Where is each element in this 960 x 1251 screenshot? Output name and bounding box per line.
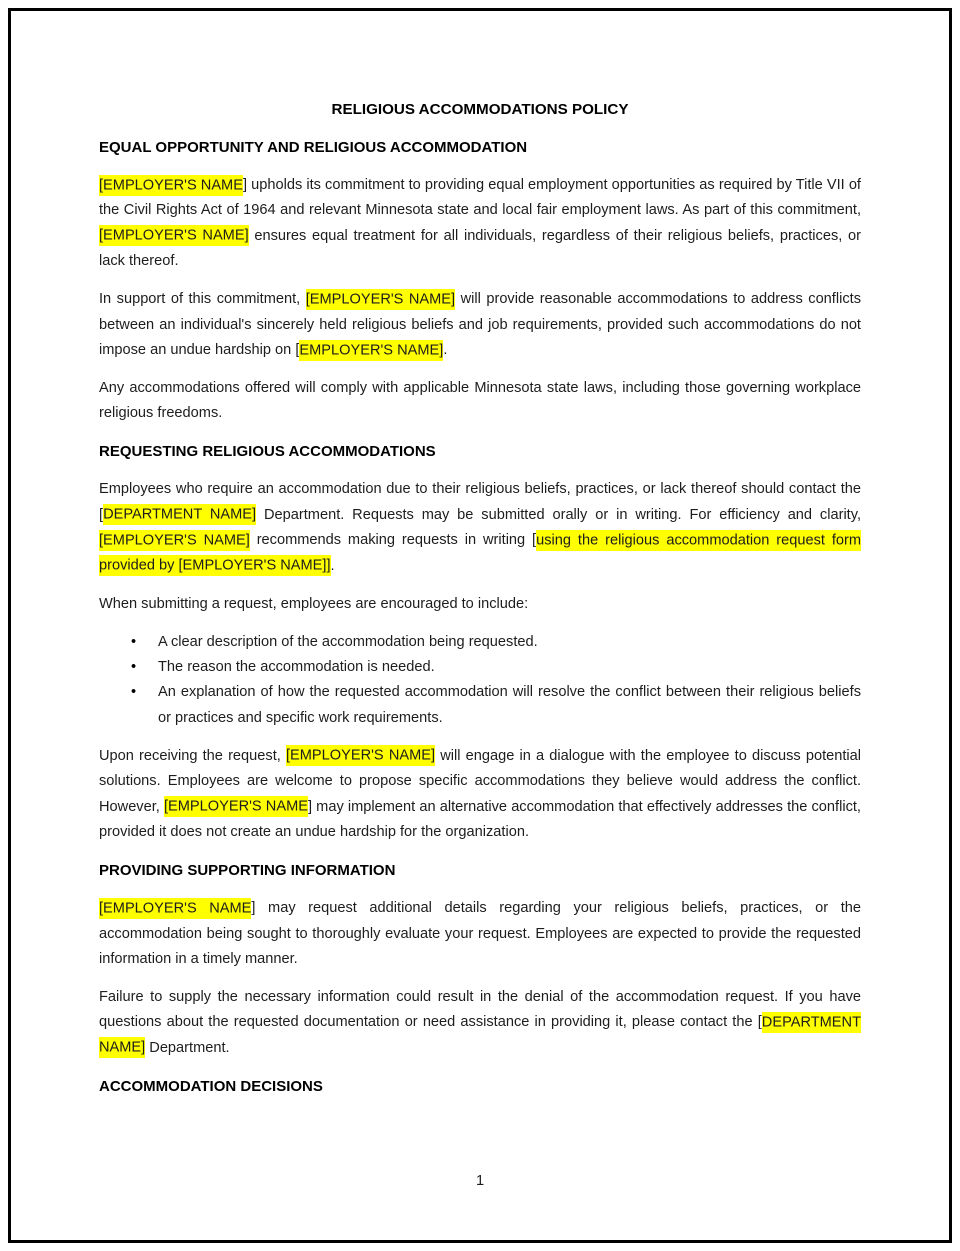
section-heading: EQUAL OPPORTUNITY AND RELIGIOUS ACCOMMODATION	[99, 139, 528, 156]
section-heading: ACCOMMODATION DECISIONS	[99, 1077, 323, 1095]
paragraph	[99, 896, 861, 972]
text-run: Any accommodations offered will comply with applicable Minnesota state laws, including those governing workplace religious freedoms.	[99, 380, 861, 422]
placeholder-highlight: [EMPLOYER'S NAME]	[306, 289, 455, 310]
paragraph	[99, 173, 861, 275]
text-run: ] may request additional details regarding your religious beliefs, practices, or the accommodation being sought to thoroughly evaluate your request. Employees are expected to provide the requested information in a timely manner.	[99, 900, 861, 967]
placeholder-highlight: [EMPLOYER'S NAME]	[99, 530, 250, 551]
paragraph	[99, 985, 861, 1061]
paragraph	[99, 477, 861, 579]
placeholder-highlight: [EMPLOYER'S NAME]	[286, 745, 435, 766]
bullet-list	[99, 630, 861, 732]
placeholder-highlight: [EMPLOYER'S NAME	[99, 175, 243, 196]
paragraph	[99, 287, 861, 363]
text-run: Department. Requests may be submitted orally or in writing. For efficiency and clarity,	[256, 506, 862, 523]
placeholder-highlight: EMPLOYER'S NAME]	[299, 340, 443, 361]
text-run: .	[330, 557, 335, 574]
placeholder-highlight: [EMPLOYER'S NAME	[99, 898, 251, 919]
text-run: Department.	[145, 1039, 230, 1056]
text-run: Failure to supply the necessary information could result in the denial of the accommodation request. If you have questions about the requested documentation or need assistance in providing it, please contact the [	[99, 988, 861, 1031]
text-run: will provide reasonable accommodations to address conflicts between an individual's sincerely held religious beliefs and job requirements, provided such accommodations do not impose an undue hardship on [	[99, 291, 861, 359]
list-item: • A clear description of the accommodation being requested.	[99, 630, 861, 655]
text-run: ] may implement an alternative accommodation that effectively addresses the conflict, provided it does not create an undue hardship for the organization.	[99, 798, 861, 841]
list-item: • An explanation of how the requested accommodation will resolve the conflict between their religious beliefs or practices and specific work requirements.	[99, 680, 861, 731]
paragraph	[99, 376, 861, 427]
section-heading: REQUESTING RELIGIOUS ACCOMMODATIONS	[99, 443, 436, 461]
placeholder-highlight: [EMPLOYER'S NAME]	[99, 225, 249, 246]
placeholder-highlight: DEPARTMENT NAME]	[99, 1012, 861, 1058]
text-run: .	[443, 342, 448, 359]
text-run: ] upholds its commitment to providing equal employment opportunities as required by Title VII of the Civil Rights Act of 1964 and relevant Minnesota state and local fair employment laws. As part of this commitment,	[99, 177, 861, 219]
section-heading: PROVIDING SUPPORTING INFORMATION	[99, 862, 396, 880]
paragraph	[99, 592, 861, 617]
text-run: recommends making requests in writing [	[249, 532, 537, 549]
paragraph	[99, 744, 861, 846]
placeholder-highlight: using the religious accommodation request form provided by [EMPLOYER'S NAME]]	[99, 530, 861, 576]
placeholder-highlight: [EMPLOYER'S NAME	[164, 796, 308, 817]
text-run: ensures equal treatment for all individuals, regardless of their religious beliefs, practices, or lack thereof.	[99, 227, 862, 270]
text-run: Employees who require an accommodation due to their religious beliefs, practices, or lack thereof should contact the [	[99, 481, 861, 523]
text-run: In support of this commitment,	[99, 291, 306, 308]
text-run: Upon receiving the request,	[99, 747, 286, 764]
text-run: When submitting a request, employees are encouraged to include:	[99, 595, 529, 612]
text-run: will engage in a dialogue with the employee to discuss potential solutions. Employees are welcome to propose specific accommodations they believe would address the conflict. However,	[99, 747, 862, 815]
document-title: RELIGIOUS ACCOMMODATIONS POLICY	[331, 101, 629, 118]
list-item: • The reason the accommodation is needed.	[99, 655, 861, 680]
document-body	[99, 135, 861, 1099]
page-number: 1	[475, 1173, 485, 1189]
placeholder-highlight: DEPARTMENT NAME]	[103, 504, 256, 525]
